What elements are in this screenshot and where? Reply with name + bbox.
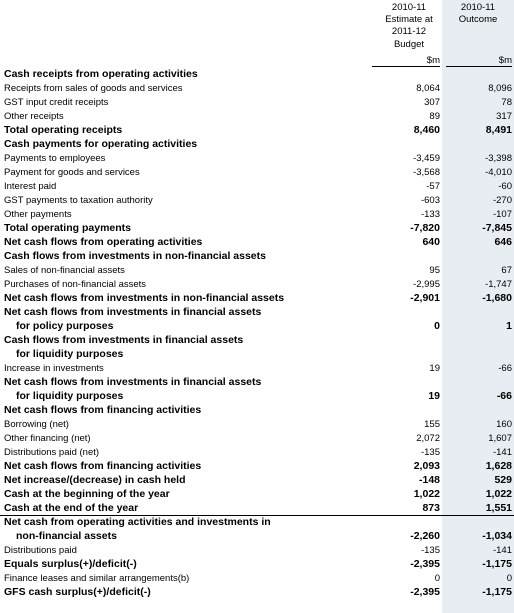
header-line: Outcome [458, 14, 498, 26]
outcome-value: 8,096 [488, 83, 512, 94]
row-label: Total operating payments [4, 222, 131, 234]
estimate-value: -135 [420, 447, 440, 458]
estimate-value: -135 [420, 545, 440, 556]
outcome-value: 1,022 [485, 488, 512, 500]
estimate-value: 0 [434, 573, 440, 584]
table-row [0, 208, 514, 221]
estimate-value: -133 [420, 209, 440, 220]
estimate-column-header [378, 2, 440, 51]
header-line: Estimate at [385, 14, 433, 26]
outcome-value: -107 [492, 209, 512, 220]
row-label: for liquidity purposes [16, 348, 124, 360]
outcome-value: 317 [496, 111, 512, 122]
row-label: Purchases of non-financial assets [4, 279, 147, 290]
outcome-value: -66 [498, 363, 512, 374]
estimate-value: 873 [422, 502, 440, 514]
row-label: Other payments [4, 209, 72, 220]
table-row [0, 68, 514, 81]
row-label: Sales of non-financial assets [4, 265, 125, 276]
outcome-value: -66 [496, 390, 512, 402]
table-row [0, 502, 514, 515]
outcome-header-rule [446, 66, 512, 67]
estimate-value: 95 [429, 265, 440, 276]
header-line: 2011-12 [391, 26, 427, 38]
table-row [0, 334, 514, 347]
row-label: Net cash flows from investments in financial assets [4, 306, 262, 318]
estimate-value: 8,460 [413, 124, 440, 136]
row-label: Net cash from operating activities and investments in [4, 516, 271, 528]
outcome-value: 0 [506, 573, 512, 584]
outcome-value: -60 [498, 181, 512, 192]
table-row [0, 390, 514, 403]
estimate-value: 2,093 [413, 460, 440, 472]
row-label: Net cash flows from financing activities [4, 460, 202, 472]
row-label: Equals surplus(+)/deficit(-) [4, 558, 137, 570]
estimate-value: 19 [429, 363, 440, 374]
table-row [0, 194, 514, 207]
table-row [0, 362, 514, 375]
table-row [0, 110, 514, 123]
table-row [0, 348, 514, 361]
row-label: Net cash flows from investments in financial assets [4, 376, 262, 388]
table-row [0, 152, 514, 165]
outcome-value: -141 [492, 447, 512, 458]
outcome-value: 646 [494, 236, 512, 248]
estimate-value: 8,064 [416, 83, 440, 94]
outcome-unit-label: $m [498, 55, 512, 66]
estimate-value: -603 [420, 195, 440, 206]
table-row [0, 180, 514, 193]
table-row [0, 530, 514, 543]
table-row [0, 586, 514, 599]
table-row [0, 474, 514, 487]
row-label: Net cash flows from investments in non-financial assets [4, 292, 285, 304]
estimate-value: 89 [429, 111, 440, 122]
row-label: Borrowing (net) [4, 419, 69, 430]
estimate-value: -2,901 [410, 292, 440, 304]
estimate-value: -3,459 [413, 153, 440, 164]
estimate-value: -2,395 [410, 586, 440, 598]
row-label: Increase in investments [4, 363, 104, 374]
row-label: Net cash flows from operating activities [4, 236, 203, 248]
outcome-value: -141 [492, 545, 512, 556]
outcome-value: -3,398 [485, 153, 512, 164]
outcome-value: -7,845 [482, 222, 512, 234]
row-label: Other receipts [4, 111, 64, 122]
table-row [0, 82, 514, 95]
outcome-value: -1,680 [482, 292, 512, 304]
table-row [0, 138, 514, 151]
table-row [0, 292, 514, 305]
table-header [0, 0, 514, 68]
table-row [0, 404, 514, 417]
outcome-value: 1,607 [488, 433, 512, 444]
header-line: Budget [393, 38, 425, 50]
row-label: Cash flows from investments in non-financial assets [4, 250, 266, 262]
table-row [0, 278, 514, 291]
row-label: Cash at the beginning of the year [4, 488, 170, 500]
outcome-value: 78 [501, 97, 512, 108]
outcome-value: -1,175 [482, 586, 512, 598]
table-row [0, 222, 514, 235]
row-label: for policy purposes [16, 320, 114, 332]
row-label: GST input credit receipts [4, 97, 109, 108]
row-label: Payments to employees [4, 153, 106, 164]
outcome-value: 529 [494, 474, 512, 486]
outcome-column-header [444, 2, 512, 26]
outcome-value: 160 [496, 419, 512, 430]
estimate-value: 640 [422, 236, 440, 248]
table-row [0, 460, 514, 473]
estimate-unit-label: $m [426, 55, 440, 66]
estimate-value: -7,820 [410, 222, 440, 234]
estimate-value: -3,568 [413, 167, 440, 178]
estimate-value: 307 [424, 97, 440, 108]
outcome-value: -1,175 [482, 558, 512, 570]
row-label: GST payments to taxation authority [4, 195, 153, 206]
row-label: Finance leases and similar arrangements(b) [4, 573, 190, 584]
estimate-value: 19 [428, 390, 440, 402]
table-row [0, 432, 514, 445]
outcome-value: -1,747 [485, 279, 512, 290]
estimate-header-rule [372, 66, 440, 67]
outcome-value: 67 [501, 265, 512, 276]
row-label: Payment for goods and services [4, 167, 140, 178]
estimate-value: -148 [418, 474, 440, 486]
row-label: Cash at the end of the year [4, 502, 139, 514]
outcome-value: -270 [492, 195, 512, 206]
table-row [0, 166, 514, 179]
estimate-value: -2,995 [413, 279, 440, 290]
table-row [0, 572, 514, 585]
outcome-value: -4,010 [485, 167, 512, 178]
table-row [0, 446, 514, 459]
outcome-value: 1,628 [485, 460, 512, 472]
table-row [0, 124, 514, 137]
table-row [0, 264, 514, 277]
table-row [0, 516, 514, 529]
table-row [0, 418, 514, 431]
row-label: non-financial assets [16, 530, 117, 542]
header-line: 2010-11 [391, 2, 427, 13]
row-label: Other financing (net) [4, 433, 91, 444]
row-label: Cash flows from investments in financial assets [4, 334, 244, 346]
estimate-value: 2,072 [416, 433, 440, 444]
header-line: 2010-11 [460, 2, 496, 13]
table-row [0, 250, 514, 263]
row-label: Total operating receipts [4, 124, 123, 136]
row-label: GFS cash surplus(+)/deficit(-) [4, 586, 151, 598]
row-label: Net increase/(decrease) in cash held [4, 474, 186, 486]
row-label: Distributions paid (net) [4, 447, 100, 458]
row-label: Distributions paid [4, 545, 77, 556]
row-label: Interest paid [4, 181, 57, 192]
row-label: Cash payments for operating activities [4, 138, 198, 150]
table-row [0, 96, 514, 109]
estimate-value: -2,260 [410, 530, 440, 542]
outcome-value: 1,551 [485, 502, 512, 514]
outcome-value: 1 [506, 320, 512, 332]
table-row [0, 306, 514, 319]
estimate-value: 155 [424, 419, 440, 430]
table-row [0, 488, 514, 501]
table-row [0, 558, 514, 571]
row-label: for liquidity purposes [16, 390, 124, 402]
outcome-value: -1,034 [482, 530, 512, 542]
outcome-value: 8,491 [485, 124, 512, 136]
estimate-value: 0 [434, 320, 440, 332]
row-label: Receipts from sales of goods and services [4, 83, 183, 94]
row-label: Cash receipts from operating activities [4, 68, 198, 80]
row-label: Net cash flows from financing activities [4, 404, 202, 416]
estimate-value: -2,395 [410, 558, 440, 570]
estimate-value: -57 [426, 181, 440, 192]
table-row [0, 236, 514, 249]
table-row [0, 544, 514, 557]
estimate-value: 1,022 [413, 488, 440, 500]
table-row [0, 376, 514, 389]
table-row [0, 320, 514, 333]
section-divider [0, 515, 514, 516]
